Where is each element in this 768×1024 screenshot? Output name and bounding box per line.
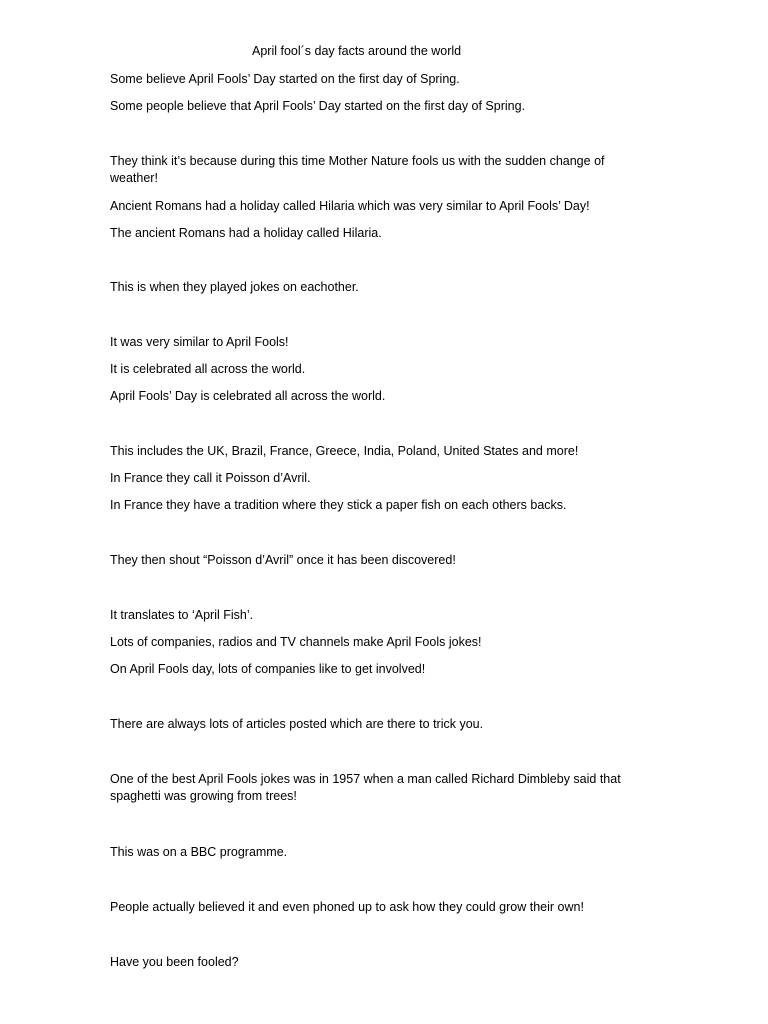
paragraph: People actually believed it and even phoned up to ask how they could grow their own! — [110, 900, 584, 914]
paragraph: In France they have a tradition where they stick a paper fish on each others backs. — [110, 498, 567, 512]
paragraph: They think it’s because during this time Mother Nature fools us with the sudden change of weather! — [110, 154, 605, 185]
paragraph: It is celebrated all across the world. — [110, 362, 306, 376]
paragraph: April Fools’ Day is celebrated all across the world. — [110, 389, 386, 403]
paragraph: This is when they played jokes on eachother. — [110, 280, 359, 294]
paragraph: They then shout “Poisson d’Avril” once it has been discovered! — [110, 553, 456, 567]
paragraph: On April Fools day, lots of companies like to get involved! — [110, 662, 426, 676]
paragraph: This includes the UK, Brazil, France, Greece, India, Poland, United States and more! — [110, 444, 579, 458]
paragraph: Ancient Romans had a holiday called Hilaria which was very similar to April Fools’ Day! — [110, 199, 590, 213]
paragraph: The ancient Romans had a holiday called Hilaria. — [110, 226, 382, 240]
paragraph: One of the best April Fools jokes was in 1957 when a man called Richard Dimbleby said that spaghetti was growing from trees! — [110, 772, 621, 803]
paragraph: Some believe April Fools’ Day started on the first day of Spring. — [110, 72, 460, 86]
paragraph: There are always lots of articles posted which are there to trick you. — [110, 717, 484, 731]
paragraph: It translates to ‘April Fish’. — [110, 608, 254, 622]
paragraph: In France they call it Poisson d’Avril. — [110, 471, 311, 485]
paragraph: Have you been fooled? — [110, 955, 239, 969]
paragraph: Lots of companies, radios and TV channels make April Fools jokes! — [110, 635, 482, 649]
document-title: April fool´s day facts around the world — [252, 44, 462, 58]
paragraph: Some people believe that April Fools’ Day started on the first day of Spring. — [110, 99, 526, 113]
paragraph: This was on a BBC programme. — [110, 845, 288, 859]
paragraph: It was very similar to April Fools! — [110, 335, 289, 349]
